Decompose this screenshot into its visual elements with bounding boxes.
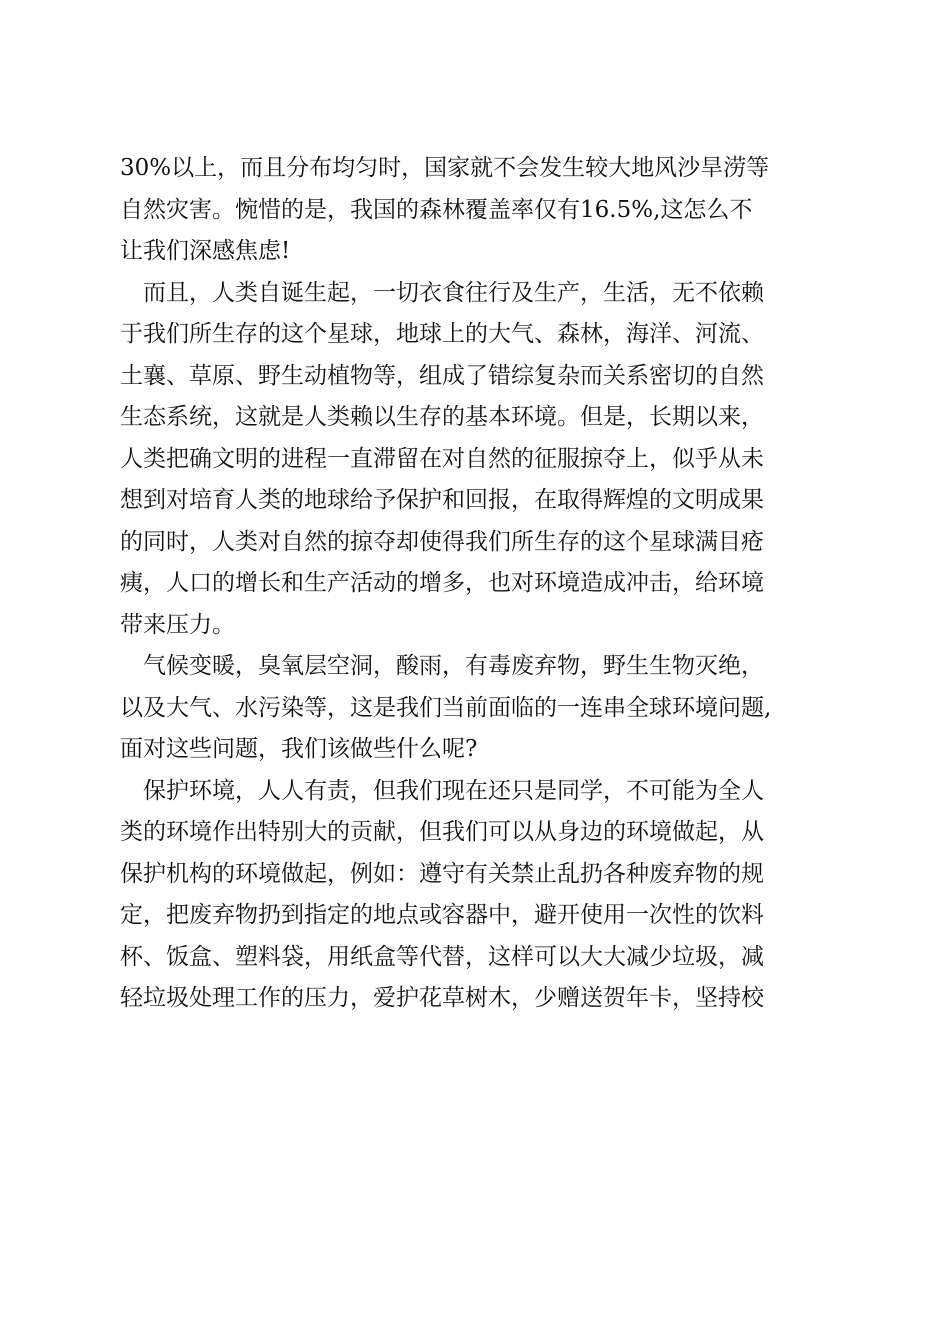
- text-line-4: 而且，人类自诞生起，一切衣食往行及生产，生活，无不依赖: [143, 279, 764, 306]
- text-line-3: 让我们深感焦虑!: [120, 238, 291, 264]
- text-line-18: 保护机构的环境做起，例如：遵守有关禁止乱扔各种废弃物的规: [120, 860, 764, 887]
- text-line-1: 30%以上，而且分布均匀时，国家就不会发生较大地风沙旱涝等: [120, 155, 770, 181]
- text-line-16: 保护环境，人人有责，但我们现在还只是同学，不可能为全人: [143, 777, 764, 804]
- text-line-11: 痍，人口的增长和生产活动的增多，也对环境造成冲击，给环境: [120, 570, 764, 596]
- text-line-2: 自然灾害。惋惜的是，我国的森林覆盖率仅有16.5%,这怎么不: [120, 196, 753, 223]
- text-line-5: 于我们所生存的这个星球，地球上的大气、森林，海洋、河流、: [120, 321, 764, 347]
- text-line-14: 以及大气、水污染等，这是我们当前面临的一连串全球环境问题,: [120, 694, 772, 721]
- text-line-20: 杯、饭盒、塑料袋，用纸盒等代替，这样可以大大减少垃圾，减: [120, 943, 764, 970]
- text-line-12: 带来压力。: [120, 611, 235, 638]
- text-line-13: 气候变暖，臭氧层空洞，酸雨，有毒废弃物，野生生物灭绝，: [143, 653, 764, 679]
- text-line-7: 生态系统，这就是人类赖以生存的基本环境。但是，长期以来，: [120, 404, 764, 430]
- text-line-8: 人类把确文明的进程一直滞留在对自然的征服掠夺上，似乎从未: [120, 445, 764, 472]
- text-line-21: 轻垃圾处理工作的压力，爱护花草树木，少赠送贺年卡，坚持校: [120, 985, 764, 1011]
- text-line-15: 面对这些问题，我们该做些什么呢?: [120, 736, 478, 762]
- text-line-6: 土襄、草原、野生动植物等，组成了错综复杂而关系密切的自然: [120, 362, 764, 389]
- text-line-17: 类的环境作出特别大的贡献，但我们可以从身边的环境做起，从: [120, 819, 764, 845]
- text-line-9: 想到对培育人类的地球给予保护和回报，在取得辉煌的文明成果: [120, 487, 764, 513]
- document-body: [120, 148, 860, 1020]
- text-line-10: 的同时，人类对自然的掠夺却使得我们所生存的这个星球满目疮: [120, 528, 764, 555]
- text-line-19: 定，把废弃物扔到指定的地点或容器中，避开使用一次性的饮料: [120, 902, 764, 928]
